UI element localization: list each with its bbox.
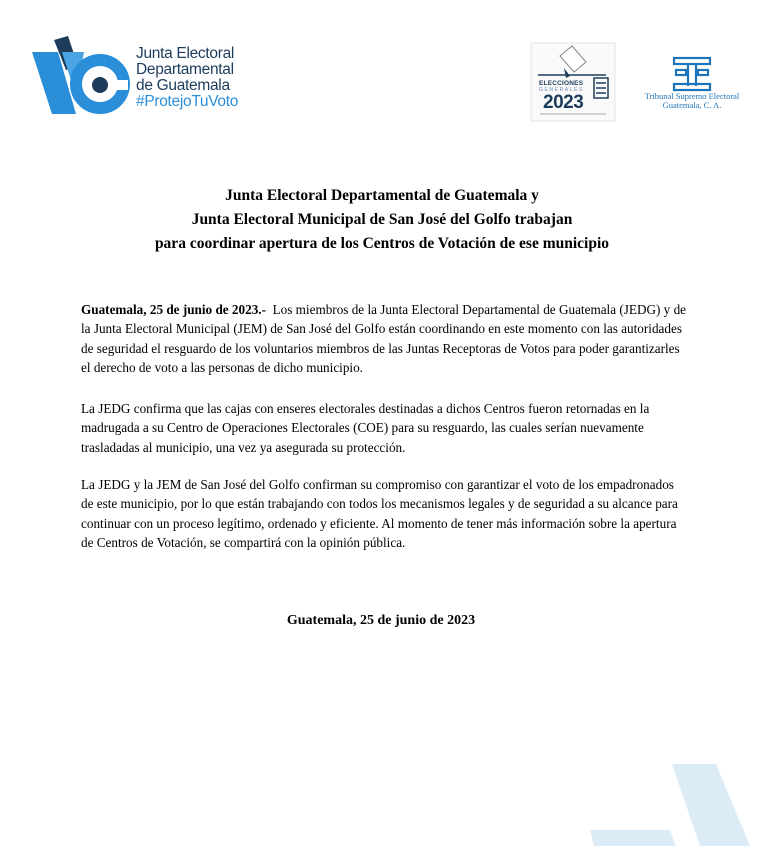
jedg-hashtag: #ProtejoTuVoto: [136, 93, 239, 110]
jedg-name-line-2: Departamental: [136, 61, 234, 78]
jedg-name-line-1: Junta Electoral: [136, 45, 235, 62]
elecciones-subtitle: GENERALES: [539, 87, 584, 93]
tse-logo: [636, 56, 748, 120]
corner-decoration-icon: [580, 760, 776, 846]
headline-line-2: Junta Electoral Municipal de San José del Golfo trabajan: [191, 211, 573, 228]
paragraph-1-text: Los miembros de la Junta Electoral Departamental de Guatemala (JEDG) y de la Junta Electoral Municipal (JEM) de San José del Golfo están coordinando en este momento con las autoridades de seguridad el resguardo de los voluntarios miembros de las Juntas Receptoras de Votos para poder garantizarles el derecho de voto a las personas de dicho municipio.: [81, 302, 687, 376]
body-paragraph-2: La JEDG confirma que las cajas con enseres electorales destinadas a dichos Centros fueron retornadas en la madrugada a su Centro de Operaciones Electorales (COE) para su resguardo, las cuales serían nuevamente trasladadas al municipio, una vez ya asegurada su protección.: [81, 401, 650, 455]
jedg-emblem-icon: [32, 36, 132, 116]
body-paragraph-1: [81, 300, 689, 378]
jedg-name-line-3: de Guatemala: [136, 77, 230, 94]
tse-name-line-2: Guatemala, C. A.: [662, 100, 722, 110]
elecciones-year: 2023: [543, 92, 584, 113]
headline-line-1: Junta Electoral Departamental de Guatemala y: [225, 187, 539, 204]
elecciones-generales-logo: [530, 42, 616, 122]
body-paragraph-3: La JEDG y la JEM de San José del Golfo confirman su compromiso con garantizar el voto de los empadronados de este municipio, por lo que están trabajando con todos los mecanismos legales y de seguridad a su alcance para continuar con un proceso legítimo, ordenado y eficiente. Al momento de tener más información sobre la apertura de Centros de Votación, se compartirá con la opinión pública.: [81, 477, 678, 551]
tse-emblem-icon: [636, 56, 748, 92]
press-release-headline: [60, 184, 704, 256]
dateline: Guatemala, 25 de junio de 2023.-: [81, 302, 266, 317]
elecciones-title: ELECCIONES: [539, 80, 584, 87]
closing-date: Guatemala, 25 de junio de 2023: [286, 613, 476, 628]
jedg-logo: [32, 36, 262, 116]
tse-name-line-1: Tribunal Supremo Electoral: [644, 91, 740, 101]
headline-line-3: para coordinar apertura de los Centros de Votación de ese municipio: [154, 235, 610, 252]
